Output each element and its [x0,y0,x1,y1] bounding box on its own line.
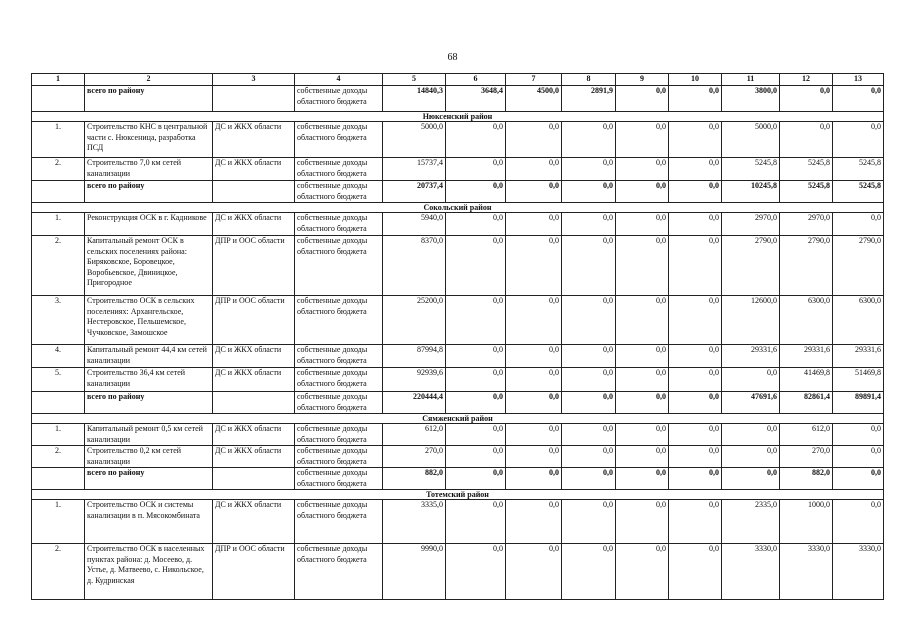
column-header: 13 [833,74,884,86]
responsible-body: ДС и ЖКХ области [213,500,295,544]
row-number [32,181,85,203]
project-name: Строительство ОСК и системы канализации в п. Мясокомбината [85,500,213,544]
amount-cell: 3330,0 [722,544,780,600]
district-title: Сямженский район [32,414,884,424]
row-number: 4. [32,345,85,368]
amount-cell: 0,0 [562,544,616,600]
amount-cell: 0,0 [833,468,884,490]
column-header: 2 [85,74,213,86]
row-number [32,86,85,112]
row-number: 2. [32,236,85,296]
amount-cell: 0,0 [780,86,833,112]
amount-cell: 0,0 [669,296,722,345]
amount-cell: 3335,0 [383,500,446,544]
amount-cell: 0,0 [446,213,506,236]
amount-cell: 0,0 [562,424,616,446]
district-total-row [32,181,884,203]
amount-cell: 612,0 [780,424,833,446]
amount-cell: 0,0 [506,500,562,544]
amount-cell: 0,0 [833,500,884,544]
table-row [32,368,884,392]
amount-cell: 0,0 [446,468,506,490]
amount-cell: 0,0 [446,296,506,345]
amount-cell: 0,0 [562,296,616,345]
column-header: 1 [32,74,85,86]
table-row [32,296,884,345]
responsible-body [213,86,295,112]
amount-cell: 0,0 [562,345,616,368]
column-header: 8 [562,74,616,86]
funding-source: собственные доходы областного бюджета [295,236,383,296]
amount-cell: 0,0 [833,446,884,468]
column-header: 6 [446,74,506,86]
project-name: всего по району [85,181,213,203]
responsible-body: ДС и ЖКХ области [213,446,295,468]
amount-cell: 0,0 [506,544,562,600]
amount-cell: 0,0 [506,296,562,345]
district-total-row [32,86,884,112]
project-name: Капитальный ремонт 44,4 км сетей канализации [85,345,213,368]
amount-cell: 0,0 [506,213,562,236]
amount-cell: 0,0 [506,122,562,158]
column-header: 9 [616,74,669,86]
amount-cell: 0,0 [446,424,506,446]
amount-cell: 0,0 [616,392,669,414]
amount-cell: 0,0 [446,158,506,181]
amount-cell: 29331,6 [780,345,833,368]
amount-cell: 0,0 [616,181,669,203]
amount-cell: 0,0 [562,122,616,158]
row-number: 1. [32,213,85,236]
amount-cell: 0,0 [722,446,780,468]
responsible-body [213,468,295,490]
row-number: 1. [32,424,85,446]
district-total-row [32,392,884,414]
row-number: 5. [32,368,85,392]
amount-cell: 0,0 [833,424,884,446]
funding-source: собственные доходы областного бюджета [295,368,383,392]
column-header: 3 [213,74,295,86]
funding-source: собственные доходы областного бюджета [295,213,383,236]
amount-cell: 12600,0 [722,296,780,345]
amount-cell: 6300,0 [780,296,833,345]
amount-cell: 0,0 [616,296,669,345]
amount-cell: 29331,6 [833,345,884,368]
amount-cell: 220444,4 [383,392,446,414]
amount-cell: 87994,8 [383,345,446,368]
amount-cell: 3330,0 [780,544,833,600]
responsible-body: ДС и ЖКХ области [213,345,295,368]
amount-cell: 3800,0 [722,86,780,112]
amount-cell: 0,0 [506,446,562,468]
project-name: Строительство 7,0 км сетей канализации [85,158,213,181]
project-name: Строительство 0,2 км сетей канализации [85,446,213,468]
amount-cell: 0,0 [446,122,506,158]
amount-cell: 0,0 [506,345,562,368]
amount-cell: 15737,4 [383,158,446,181]
amount-cell: 5940,0 [383,213,446,236]
amount-cell: 0,0 [669,446,722,468]
amount-cell: 29331,6 [722,345,780,368]
district-header-row [32,112,884,122]
amount-cell: 270,0 [383,446,446,468]
amount-cell: 0,0 [446,181,506,203]
amount-cell: 0,0 [669,392,722,414]
district-header-row [32,490,884,500]
amount-cell: 0,0 [446,236,506,296]
table-row [32,544,884,600]
amount-cell: 0,0 [446,392,506,414]
funding-source: собственные доходы областного бюджета [295,181,383,203]
amount-cell: 0,0 [616,122,669,158]
amount-cell: 3330,0 [833,544,884,600]
responsible-body: ДПР и ООС области [213,236,295,296]
funding-source: собственные доходы областного бюджета [295,424,383,446]
amount-cell: 0,0 [616,213,669,236]
amount-cell: 89891,4 [833,392,884,414]
responsible-body: ДС и ЖКХ области [213,213,295,236]
responsible-body: ДПР и ООС области [213,544,295,600]
amount-cell: 270,0 [780,446,833,468]
row-number: 3. [32,296,85,345]
amount-cell: 0,0 [722,468,780,490]
amount-cell: 0,0 [562,500,616,544]
amount-cell: 0,0 [669,158,722,181]
responsible-body: ДС и ЖКХ области [213,424,295,446]
amount-cell: 0,0 [669,122,722,158]
amount-cell: 612,0 [383,424,446,446]
amount-cell: 0,0 [446,544,506,600]
row-number: 2. [32,446,85,468]
amount-cell: 5000,0 [722,122,780,158]
funding-source: собственные доходы областного бюджета [295,345,383,368]
amount-cell: 0,0 [506,392,562,414]
project-name: Строительство ОСК в сельских поселениях: Архангельское, Нестеровское, Пельшемское, Чучковское, Замошское [85,296,213,345]
amount-cell: 882,0 [780,468,833,490]
amount-cell: 1000,0 [780,500,833,544]
row-number: 2. [32,544,85,600]
amount-cell: 0,0 [506,424,562,446]
amount-cell: 0,0 [562,468,616,490]
amount-cell: 5245,8 [780,158,833,181]
amount-cell: 0,0 [562,368,616,392]
funding-source: собственные доходы областного бюджета [295,296,383,345]
project-name: Капитальный ремонт 0,5 км сетей канализации [85,424,213,446]
amount-cell: 0,0 [669,424,722,446]
amount-cell: 0,0 [562,446,616,468]
amount-cell: 0,0 [506,181,562,203]
project-name: Строительство ОСК в населенных пунктах района: д. Мосеево, д. Устье, д. Матвеево, с. Никольское, д. Кудринская [85,544,213,600]
district-title: Нюксенский район [32,112,884,122]
project-name: Капитальный ремонт ОСК в сельских поселениях района: Биряковское, Боровецкое, Воробьевское, Двиницкое, Пригородное [85,236,213,296]
amount-cell: 0,0 [446,345,506,368]
amount-cell: 8370,0 [383,236,446,296]
funding-source: собственные доходы областного бюджета [295,158,383,181]
table-row [32,424,884,446]
table-row [32,122,884,158]
amount-cell: 0,0 [446,446,506,468]
project-name: Реконструкция ОСК в г. Кадникове [85,213,213,236]
amount-cell: 0,0 [669,181,722,203]
amount-cell: 2790,0 [833,236,884,296]
amount-cell: 0,0 [669,468,722,490]
amount-cell: 0,0 [506,236,562,296]
amount-cell: 0,0 [506,468,562,490]
amount-cell: 2970,0 [722,213,780,236]
amount-cell: 14840,3 [383,86,446,112]
amount-cell: 2790,0 [780,236,833,296]
column-header: 11 [722,74,780,86]
table-row [32,500,884,544]
funding-source: собственные доходы областного бюджета [295,86,383,112]
amount-cell: 41469,8 [780,368,833,392]
column-header: 12 [780,74,833,86]
amount-cell: 0,0 [506,158,562,181]
budget-table [31,73,884,600]
responsible-body: ДПР и ООС области [213,296,295,345]
amount-cell: 0,0 [562,236,616,296]
amount-cell: 2790,0 [722,236,780,296]
amount-cell: 92939,6 [383,368,446,392]
table-row [32,345,884,368]
amount-cell: 0,0 [669,236,722,296]
responsible-body [213,181,295,203]
amount-cell: 0,0 [722,368,780,392]
amount-cell: 0,0 [446,500,506,544]
amount-cell: 0,0 [616,368,669,392]
amount-cell: 10245,8 [722,181,780,203]
amount-cell: 0,0 [669,86,722,112]
amount-cell: 0,0 [562,392,616,414]
project-name: Строительство КНС в центральной части с. Нюксеница, разработка ПСД [85,122,213,158]
column-header: 4 [295,74,383,86]
amount-cell: 5245,8 [833,158,884,181]
funding-source: собственные доходы областного бюджета [295,122,383,158]
amount-cell: 0,0 [446,368,506,392]
column-header: 5 [383,74,446,86]
row-number: 2. [32,158,85,181]
amount-cell: 0,0 [616,446,669,468]
amount-cell: 0,0 [780,122,833,158]
district-total-row [32,468,884,490]
funding-source: собственные доходы областного бюджета [295,392,383,414]
column-header: 7 [506,74,562,86]
column-header: 10 [669,74,722,86]
page-number: 68 [447,52,458,63]
amount-cell: 20737,4 [383,181,446,203]
funding-source: собственные доходы областного бюджета [295,446,383,468]
amount-cell: 2891,9 [562,86,616,112]
amount-cell: 2970,0 [780,213,833,236]
amount-cell: 0,0 [616,468,669,490]
amount-cell: 0,0 [669,500,722,544]
amount-cell: 0,0 [833,122,884,158]
amount-cell: 47691,6 [722,392,780,414]
table-row [32,213,884,236]
table-row [32,446,884,468]
project-name: всего по району [85,392,213,414]
amount-cell: 0,0 [616,86,669,112]
amount-cell: 0,0 [616,500,669,544]
amount-cell: 0,0 [562,158,616,181]
amount-cell: 5245,8 [833,181,884,203]
funding-source: собственные доходы областного бюджета [295,544,383,600]
project-name: всего по району [85,86,213,112]
amount-cell: 0,0 [616,544,669,600]
header-row [32,74,884,86]
amount-cell: 25200,0 [383,296,446,345]
amount-cell: 82861,4 [780,392,833,414]
row-number: 1. [32,122,85,158]
amount-cell: 6300,0 [833,296,884,345]
responsible-body: ДС и ЖКХ области [213,158,295,181]
funding-source: собственные доходы областного бюджета [295,500,383,544]
amount-cell: 0,0 [616,345,669,368]
amount-cell: 0,0 [506,368,562,392]
responsible-body [213,392,295,414]
amount-cell: 0,0 [669,368,722,392]
amount-cell: 2335,0 [722,500,780,544]
amount-cell: 0,0 [616,158,669,181]
row-number: 1. [32,500,85,544]
district-header-row [32,203,884,213]
row-number [32,392,85,414]
amount-cell: 5000,0 [383,122,446,158]
amount-cell: 882,0 [383,468,446,490]
amount-cell: 0,0 [833,213,884,236]
responsible-body: ДС и ЖКХ области [213,368,295,392]
amount-cell: 0,0 [616,424,669,446]
amount-cell: 0,0 [562,213,616,236]
funding-source: собственные доходы областного бюджета [295,468,383,490]
table-row [32,236,884,296]
amount-cell: 0,0 [669,544,722,600]
project-name: Строительство 36,4 км сетей канализации [85,368,213,392]
amount-cell: 0,0 [562,181,616,203]
amount-cell: 0,0 [833,86,884,112]
amount-cell: 0,0 [616,236,669,296]
table-row [32,158,884,181]
district-title: Сокольский район [32,203,884,213]
district-title: Тотемский район [32,490,884,500]
row-number [32,468,85,490]
district-header-row [32,414,884,424]
project-name: всего по району [85,468,213,490]
amount-cell: 51469,8 [833,368,884,392]
amount-cell: 3648,4 [446,86,506,112]
amount-cell: 0,0 [722,424,780,446]
responsible-body: ДС и ЖКХ области [213,122,295,158]
amount-cell: 5245,8 [780,181,833,203]
amount-cell: 9990,0 [383,544,446,600]
amount-cell: 4500,0 [506,86,562,112]
amount-cell: 0,0 [669,213,722,236]
amount-cell: 5245,8 [722,158,780,181]
amount-cell: 0,0 [669,345,722,368]
